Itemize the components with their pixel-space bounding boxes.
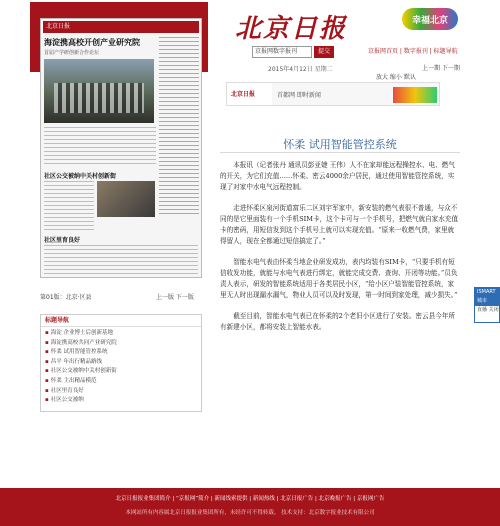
article-title: 怀柔 试用智能管控系统	[283, 138, 397, 151]
masthead-logo[interactable]: 北京日报	[235, 14, 348, 44]
title-list-item[interactable]: ▪ 怀柔 试用智能管控系统	[45, 349, 108, 356]
preview-text-block[interactable]	[44, 127, 156, 167]
preview-photo[interactable]	[44, 59, 154, 123]
side-widget-title[interactable]: ISMART 城市	[475, 288, 499, 306]
page-section-label: 第01版：北京·区县	[40, 294, 92, 301]
font-size-tools[interactable]: 放大 缩小 默认	[376, 74, 416, 81]
article-paragraph: 本报讯（记者张丹 通讯员彭亚婕 王伟）人不在家却能远程操控水、电、燃气的开关，为它们充值……怀柔、密云4000余户居民，通过使用智能管控系统，实现了对家中水电气远程控制。	[220, 161, 455, 191]
footer-links[interactable]: 北京日报报业集团简介 | “京报网”简介 | 新闻线索提供 | 新闻热线 | 北京日报广告 | 北京晚报广告 | 京报网广告	[115, 496, 385, 502]
article-body	[220, 160, 460, 343]
bullet-icon: ▪	[45, 339, 49, 346]
footer-copyright: 本网站所有内容属北京日报报业集团所有，未经许可不得转载。 技术支持：北京数字报业技术有限公司	[125, 510, 375, 516]
bullet-icon: ▪	[45, 397, 49, 404]
bullet-icon: ▪	[45, 358, 49, 365]
preview-headline-3[interactable]: 社区里育良好	[44, 237, 81, 244]
side-widget-controls[interactable]: 直播 关闭	[477, 307, 499, 313]
title-list-item[interactable]: ▪ 社区公交被纳	[45, 397, 84, 404]
preview-masthead: 北京日报	[43, 21, 199, 33]
article-paragraph: 走进怀柔区泉河街道富乐二区刘宇军家中，新安装的燃气表很不普通，与众不同的是它里面装有一个手机SIM卡，这个卡可与一个手机号，把燃气就自家水充值卡的密码，用短信发到这个手机号上就可以实现充值。“原来一收燃气费，家里就得留人，现在全都通过短信搞定了。”	[220, 204, 459, 245]
newspaper-page-preview[interactable]	[40, 18, 202, 278]
title-list-item[interactable]: ▪ 海淀携高校共同产业研究院	[45, 339, 117, 346]
bullet-icon: ▪	[45, 377, 49, 384]
preview-side-column[interactable]	[159, 37, 199, 217]
bullet-icon: ▪	[45, 349, 49, 356]
floating-side-widget[interactable]	[474, 287, 500, 323]
article-paragraph: 截至目前，智能水电气表已在怀柔的2个老旧小区进行了安装。密云县今年所有新建小区，都将安装上智能水表。	[220, 312, 455, 331]
preview-text-block-3[interactable]	[44, 245, 198, 275]
top-links[interactable]: 京报网首页 | 数字报刊 | 标题导航	[368, 48, 458, 55]
bullet-icon: ▪	[45, 387, 49, 394]
ad-graphic	[393, 87, 437, 103]
bullet-icon: ▪	[45, 330, 49, 336]
preview-headline-2[interactable]: 社区公交被纳中关村创新街	[44, 173, 117, 180]
edition-select[interactable]: 京报网数字报刊	[252, 46, 312, 58]
article-paragraph: 智能水电气表由怀柔当地企业研发成功，表内均装有SIM卡，“只要手机有短信收发功能，就能与水电气表进行绑定，就能完成交费、查询、开闭等功能。”员负责人表示，研发的智能系统适用于各类居民小区，“给小区户装智能管控系统，家里无人时出现漏水漏气，物业人员可以及时发现，第一时间到家处理，减少损失。”	[220, 258, 458, 299]
ad-banner[interactable]	[226, 82, 440, 106]
title-list-item[interactable]: ▪ 怀柔 主出精品模范	[45, 377, 97, 384]
footer	[0, 488, 500, 526]
preview-subheadline: 首届产学研创新合作论坛	[44, 50, 100, 56]
ad-logo: 北京日报	[231, 91, 256, 98]
title-list	[41, 327, 201, 408]
preview-photo-2[interactable]	[97, 181, 155, 217]
title-list-item[interactable]: ▪ 海淀 企业博士后创新基地	[45, 330, 113, 336]
campaign-badge[interactable]: 幸福北京	[402, 8, 458, 30]
issue-date: 2015年4月12日 星期二	[268, 66, 333, 73]
issue-prev-next[interactable]: 上一期 下一期	[422, 65, 460, 72]
preview-text-block-2[interactable]	[44, 181, 94, 231]
title-list-item[interactable]: ▪ 昌平 年出行精品路线	[45, 358, 102, 365]
page-container	[30, 2, 470, 490]
edition-go-button[interactable]: 提交	[314, 46, 334, 58]
ad-text: 首都网 即时新闻	[277, 92, 321, 99]
page-prev-next[interactable]: 上一版 下一版	[156, 294, 194, 301]
title-list-item[interactable]: ▪ 社区公交被纳中关村创新街	[45, 368, 117, 375]
title-list-item[interactable]: ▪ 社区里育良好	[45, 387, 84, 394]
bullet-icon: ▪	[45, 368, 49, 375]
title-navigation-heading: 标题导航	[41, 315, 201, 327]
title-navigation	[40, 314, 202, 412]
title-divider	[220, 152, 460, 153]
preview-headline[interactable]: 海淀携高校开创产业研究院	[44, 38, 140, 47]
